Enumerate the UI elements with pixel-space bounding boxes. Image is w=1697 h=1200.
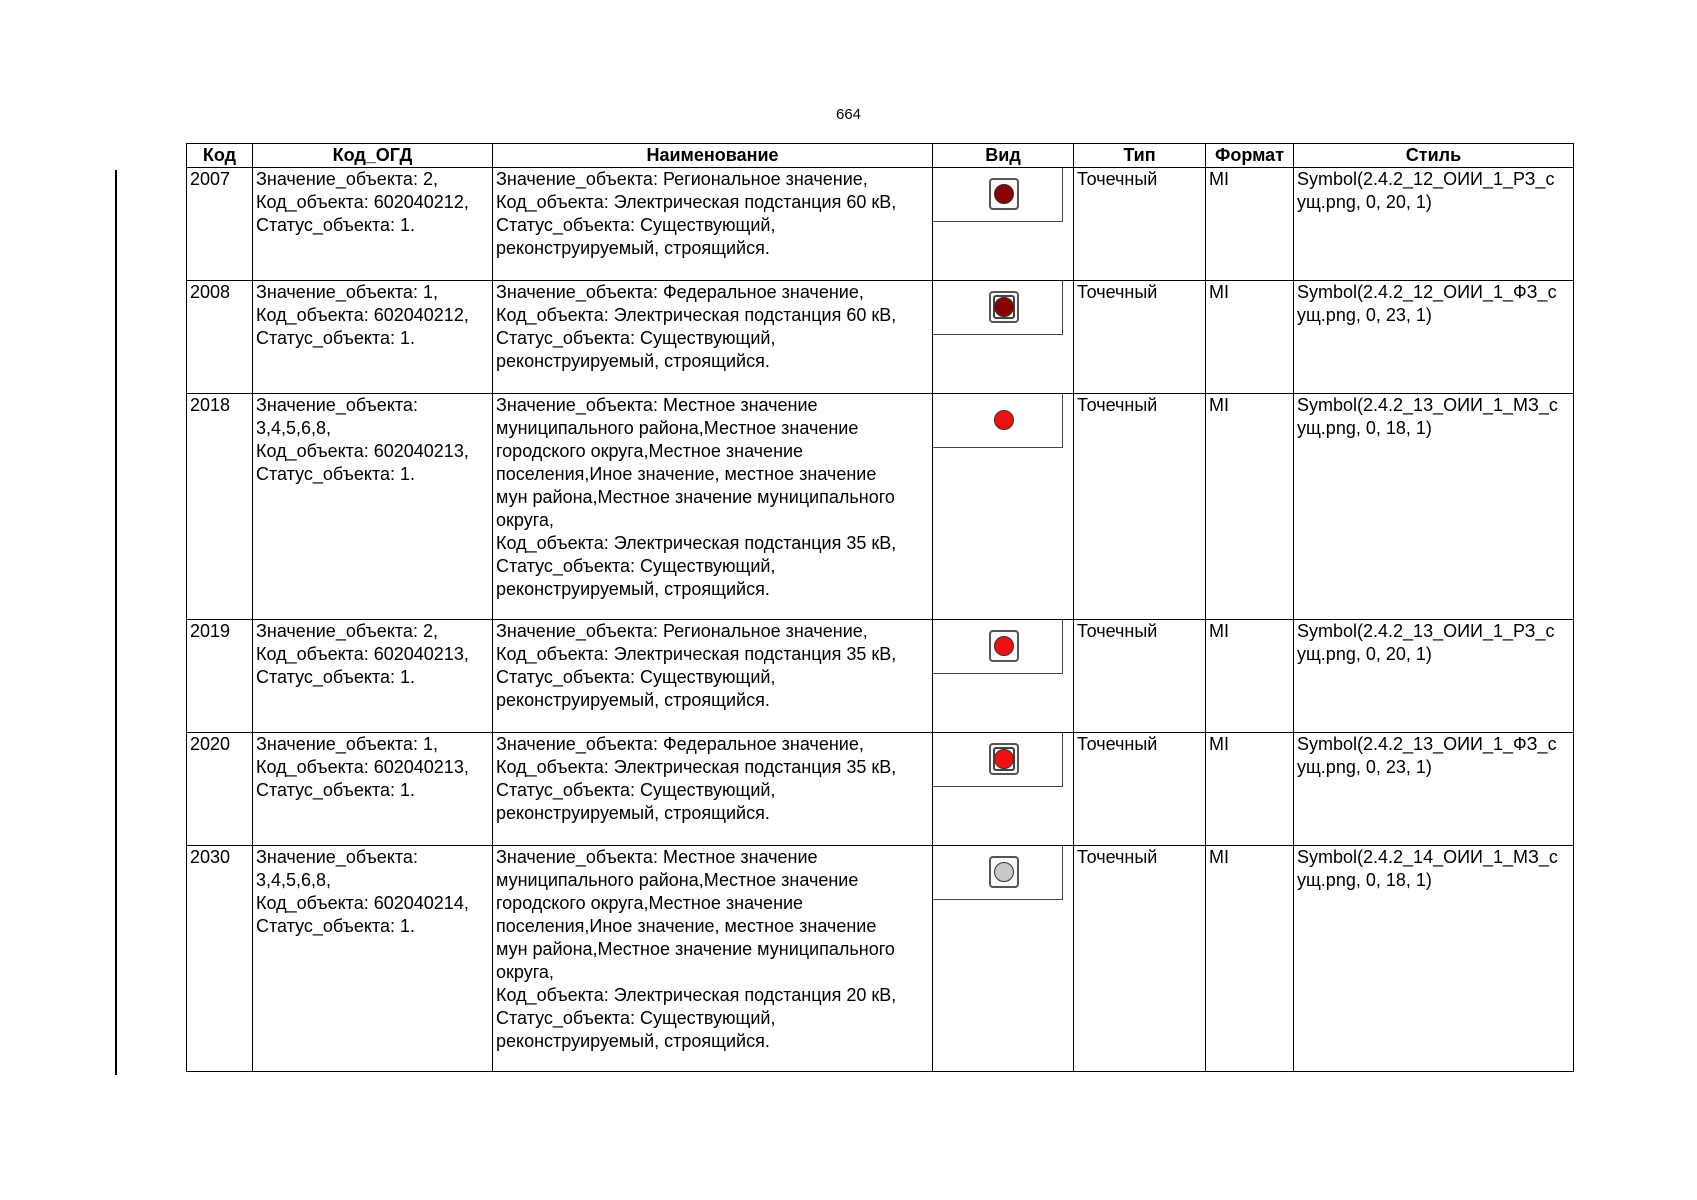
cell-style: Symbol(2.4.2_14_ОИИ_1_МЗ_с ущ.png, 0, 18, 1) <box>1294 846 1574 1072</box>
cell-name: Значение_объекта: Региональное значение, Код_объекта: Электрическая подстанция 60 кВ, Статус_объекта: Существующий, реконструируемый, строящийся. <box>493 168 933 281</box>
cell-code: 2030 <box>187 846 253 1072</box>
cell-code: 2019 <box>187 620 253 733</box>
cell-format: MI <box>1206 281 1294 394</box>
table-header-row <box>187 144 1574 168</box>
cell-view <box>933 168 1074 281</box>
cell-code: 2018 <box>187 394 253 620</box>
header-view: Вид <box>933 144 1074 168</box>
header-style: Стиль <box>1294 144 1574 168</box>
cell-name: Значение_объекта: Региональное значение, Код_объекта: Электрическая подстанция 35 кВ, Статус_объекта: Существующий, реконструируемый, строящийся. <box>493 620 933 733</box>
table-row <box>187 394 1574 620</box>
cell-format: MI <box>1206 394 1294 620</box>
cell-ogd: Значение_объекта: 3,4,5,6,8, Код_объекта: 602040214, Статус_объекта: 1. <box>253 846 493 1072</box>
table-row <box>187 620 1574 733</box>
cell-format: MI <box>1206 846 1294 1072</box>
substation-local-icon <box>989 404 1019 436</box>
symbol-dot <box>994 184 1014 204</box>
cell-name: Значение_объекта: Федеральное значение, Код_объекта: Электрическая подстанция 35 кВ, Статус_объекта: Существующий, реконструируемый, строящийся. <box>493 733 933 846</box>
table-row <box>187 733 1574 846</box>
header-ogd-code: Код_ОГД <box>253 144 493 168</box>
symbol-table <box>186 143 1574 1072</box>
header-code: Код <box>187 144 253 168</box>
cell-view <box>933 281 1074 394</box>
header-format: Формат <box>1206 144 1294 168</box>
symbol-dot <box>994 636 1014 656</box>
cell-name: Значение_объекта: Федеральное значение, Код_объекта: Электрическая подстанция 60 кВ, Статус_объекта: Существующий, реконструируемый, строящийся. <box>493 281 933 394</box>
cell-view <box>933 846 1074 1072</box>
cell-ogd: Значение_объекта: 2, Код_объекта: 602040212, Статус_объекта: 1. <box>253 168 493 281</box>
cell-style: Symbol(2.4.2_13_ОИИ_1_ФЗ_с ущ.png, 0, 23, 1) <box>1294 733 1574 846</box>
cell-ogd: Значение_объекта: 1, Код_объекта: 602040212, Статус_объекта: 1. <box>253 281 493 394</box>
substation-regional-icon <box>989 178 1019 210</box>
table-row <box>187 168 1574 281</box>
cell-name: Значение_объекта: Местное значение муниципального района,Местное значение городского округа,Местное значение поселения,Иное значение, местное значение мун района,Местное значение муниципального округа, Код_объекта: Электрическая подстанция 20 кВ, Статус_объекта: Существующий, реконструируемый, строящийся. <box>493 846 933 1072</box>
cell-ogd: Значение_объекта: 1, Код_объекта: 602040213, Статус_объекта: 1. <box>253 733 493 846</box>
cell-code: 2020 <box>187 733 253 846</box>
cell-format: MI <box>1206 733 1294 846</box>
cell-style: Symbol(2.4.2_12_ОИИ_1_РЗ_с ущ.png, 0, 20, 1) <box>1294 168 1574 281</box>
cell-type: Точечный <box>1074 846 1206 1072</box>
substation-local-icon <box>989 856 1019 888</box>
table-row <box>187 281 1574 394</box>
symbol-dot <box>994 862 1014 882</box>
cell-code: 2008 <box>187 281 253 394</box>
cell-name: Значение_объекта: Местное значение муниципального района,Местное значение городского округа,Местное значение поселения,Иное значение, местное значение мун района,Местное значение муниципального округа, Код_объекта: Электрическая подстанция 35 кВ, Статус_объекта: Существующий, реконструируемый, строящийся. <box>493 394 933 620</box>
cell-ogd: Значение_объекта: 3,4,5,6,8, Код_объекта: 602040213, Статус_объекта: 1. <box>253 394 493 620</box>
header-name: Наименование <box>493 144 933 168</box>
symbol-dot <box>994 297 1014 317</box>
cell-type: Точечный <box>1074 394 1206 620</box>
margin-revision-line <box>115 170 117 1075</box>
substation-regional-icon <box>989 630 1019 662</box>
cell-style: Symbol(2.4.2_13_ОИИ_1_РЗ_с ущ.png, 0, 20, 1) <box>1294 620 1574 733</box>
table-row <box>187 846 1574 1072</box>
cell-format: MI <box>1206 620 1294 733</box>
cell-view <box>933 733 1074 846</box>
symbol-dot <box>994 410 1014 430</box>
cell-code: 2007 <box>187 168 253 281</box>
cell-type: Точечный <box>1074 281 1206 394</box>
header-type: Тип <box>1074 144 1206 168</box>
cell-format: MI <box>1206 168 1294 281</box>
cell-style: Symbol(2.4.2_13_ОИИ_1_МЗ_с ущ.png, 0, 18, 1) <box>1294 394 1574 620</box>
page-number: 664 <box>835 106 862 123</box>
cell-view <box>933 620 1074 733</box>
cell-type: Точечный <box>1074 733 1206 846</box>
cell-view <box>933 394 1074 620</box>
cell-type: Точечный <box>1074 620 1206 733</box>
substation-federal-icon <box>989 291 1019 323</box>
cell-ogd: Значение_объекта: 2, Код_объекта: 602040213, Статус_объекта: 1. <box>253 620 493 733</box>
cell-type: Точечный <box>1074 168 1206 281</box>
symbol-dot <box>994 749 1014 769</box>
substation-federal-icon <box>989 743 1019 775</box>
cell-style: Symbol(2.4.2_12_ОИИ_1_ФЗ_с ущ.png, 0, 23, 1) <box>1294 281 1574 394</box>
